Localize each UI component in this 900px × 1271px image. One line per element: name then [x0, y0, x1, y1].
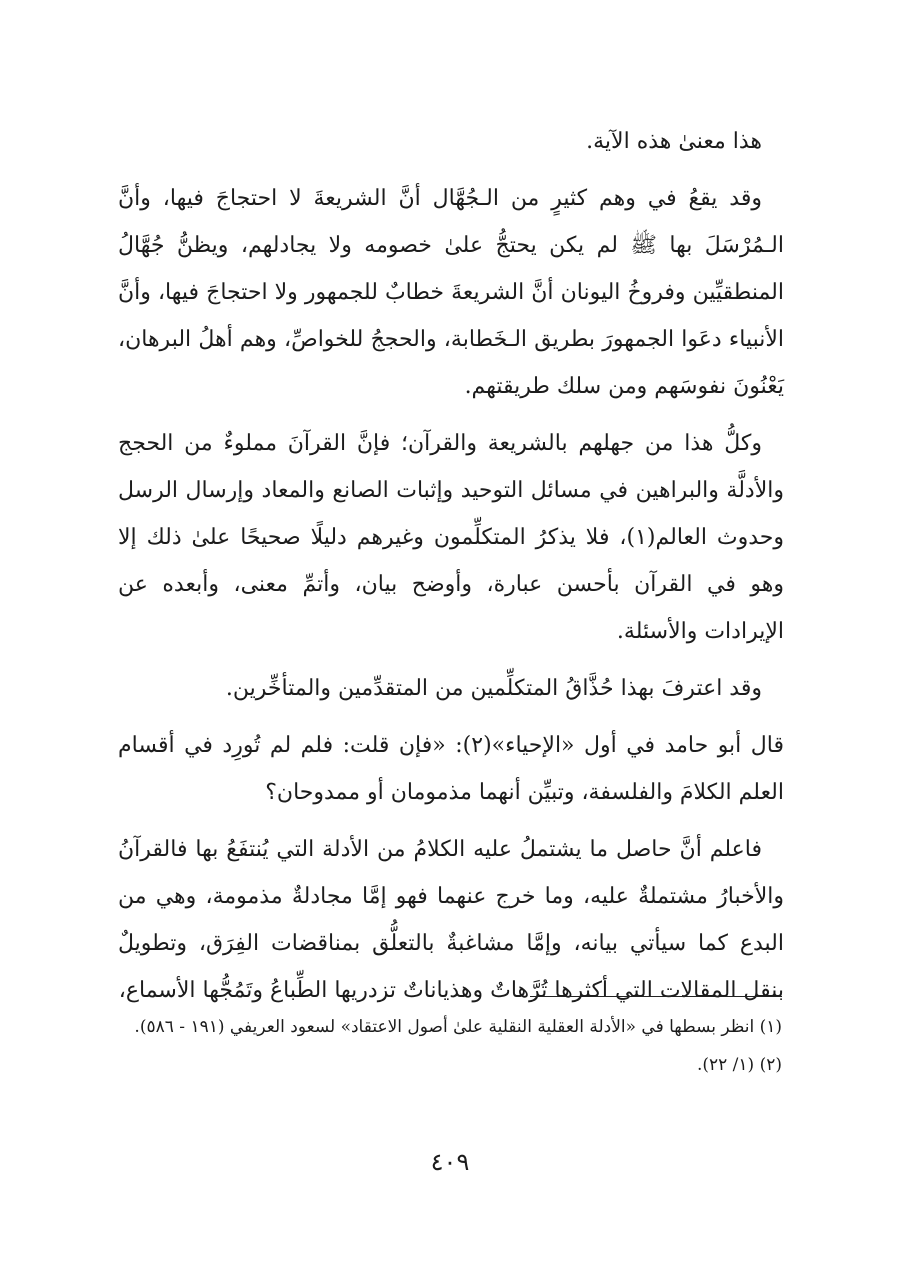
body-text [118, 118, 784, 1014]
footnote-separator [530, 996, 782, 997]
footnote: (١) انظر بسطها في «الأدلة العقلية النقلية علىٰ أصول الاعتقاد» لسعود العريفي (١٩١ - ٥٨٦). [134, 1017, 782, 1037]
footnotes [116, 1010, 782, 1086]
paragraph: هذا معنىٰ هذه الآية. [586, 129, 762, 154]
paragraph: فاعلم أنَّ حاصل ما يشتملُ عليه الكلامُ من الأدلة التي يُنتفَعُ بها فالقرآنُ والأخبارُ مشتملةٌ عليه، وما خرج عنهما فهو إمَّا مجادلةٌ مذمومة، وهي من البدع كما سيأتي بيانه، وإمَّا مشاغبةٌ بالتعلُّق بمناقضات الفِرَق، وتطويلٌ بنقل المقالات التي أكثرها تُرَّهاتٌ وهذياناتٌ تزدريها الطِّباعُ وتَمُجُّها الأسماع، [118, 837, 784, 1003]
paragraph: قال أبو حامد في أول «الإحياء»(٢): «فإن قلت: فلم لم تُورِد في أقسام العلم الكلامَ والفلسفة، وتبيِّن أنهما مذمومان أو ممدوحان؟ [118, 733, 784, 805]
page-number: ٤٠٩ [430, 1148, 470, 1176]
paragraph: وقد اعترفَ بهذا حُذَّاقُ المتكلِّمين من المتقدِّمين والمتأخِّرين. [225, 676, 762, 701]
paragraph: وكلُّ هذا من جهلهم بالشريعة والقرآن؛ فإنَّ القرآنَ مملوءٌ من الحجج والأدلَّة والبراهين في مسائل التوحيد وإثبات الصانع والمعاد وإرسال الرسل وحدوث العالم(١)، فلا يذكرُ المتكلِّمون وغيرهم دليلًا صحيحًا علىٰ ذلك إلا وهو في القرآن بأحسن عبارة، وأوضح بيان، وأتمِّ معنى، وأبعده عن الإيرادات والأسئلة. [118, 431, 784, 644]
page-content [118, 118, 784, 1024]
footnote: (٢) (١/ ٢٢). [696, 1055, 782, 1075]
paragraph: وقد يقعُ في وهم كثيرٍ من الـجُهَّال أنَّ الشريعةَ لا احتجاجَ فيها، وأنَّ الـمُرْسَلَ بها ﷺ لم يكن يحتجُّ علىٰ خصومه ولا يجادلهم، ويظنُّ جُهَّالُ المنطقيِّين وفروخُ اليونان أنَّ الشريعةَ خطابٌ للجمهور ولا احتجاجَ فيها، وأنَّ الأنبياء دعَوا الجمهورَ بطريق الـخَطابة، والحججُ للخواصِّ، وهم أهلُ البرهان، يَعْنُونَ نفوسَهم ومن سلك طريقتهم. [118, 186, 784, 399]
